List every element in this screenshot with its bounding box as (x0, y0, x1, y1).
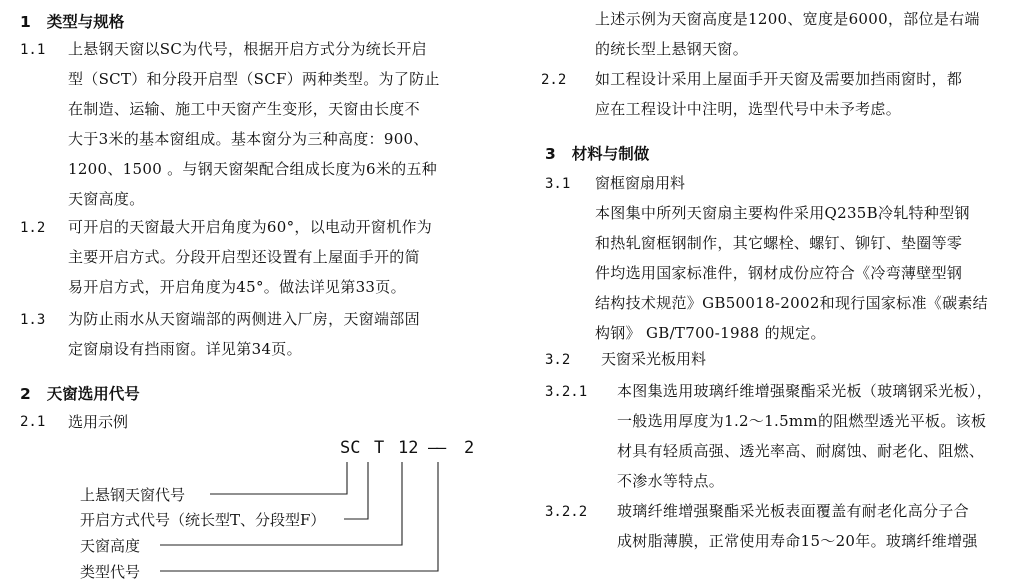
code-type-t: T (374, 438, 385, 458)
clause-3-2-2-number: 3.2.2 (545, 504, 588, 520)
text-line: 本图集选用玻璃纤维增强聚酯采光板（玻璃钢采光板）， (617, 382, 993, 400)
leader-line (160, 462, 402, 545)
clause-2-1-title: 选用示例 (68, 413, 129, 431)
label-type-code: 类型代号 (80, 563, 141, 581)
text-line: 型（SCT）和分段开启型（SCF）两种类型。为了防止 (68, 70, 440, 88)
clause-2-1-number: 2.1 (20, 414, 46, 430)
label-height: 天窗高度 (80, 537, 141, 555)
clause-1-2-number: 1.2 (20, 220, 46, 236)
clause-3-2-title: 天窗采光板用料 (601, 350, 707, 368)
text-line: 天窗高度。 (68, 190, 145, 208)
text-line: 件均选用国家标准件，钢材成份应符合《冷弯薄壁型钢 (595, 264, 963, 282)
text-line: 1200、1500 。与钢天窗架配合组成长度为6米的五种 (68, 160, 438, 178)
text-line: 定窗扇设有挡雨窗。详见第34页。 (68, 340, 302, 358)
text-line: 玻璃纤维增强聚酯采光板表面覆盖有耐老化高分子合 (617, 502, 969, 520)
code-height: 12 (398, 438, 419, 458)
clause-1-1-number: 1.1 (20, 42, 46, 58)
code-prefix-sc: SC (340, 438, 361, 458)
text-line: 成树脂薄膜，正常使用寿命15～20年。玻璃纤维增强 (617, 532, 978, 550)
text-line: 本图集中所列天窗扇主要构件采用Q235B冷轧特种型钢 (595, 204, 970, 222)
text-line: 不渗水等特点。 (617, 472, 725, 490)
text-line: 可开启的天窗最大开启角度为60°，以电动开窗机作为 (68, 218, 433, 236)
section-title: 材料与制做 (571, 145, 650, 163)
text-line: 结构技术规范》GB50018-2002和现行国家标准《碳素结 (595, 294, 988, 312)
text-line: 在制造、运输、施工中天窗产生变形，天窗由长度不 (68, 100, 420, 118)
text-line: 为防止雨水从天窗端部的两侧进入厂房，天窗端部固 (68, 310, 420, 328)
section-3-heading (545, 142, 649, 164)
clause-3-1-title: 窗框窗扇用料 (595, 174, 686, 192)
code-dash: — (428, 438, 439, 458)
text-line: 材具有轻质高强、透光率高、耐腐蚀、耐老化、阻燃、 (617, 442, 985, 460)
text-line: 构钢》 GB/T700-1988 的规定。 (595, 324, 826, 342)
leader-line (210, 462, 347, 494)
clause-3-2-1-number: 3.2.1 (545, 384, 588, 400)
section-number: 1 (20, 13, 31, 31)
text-line: 易开启方式，开启角度为45°。做法详见第33页。 (68, 278, 406, 296)
clause-3-2-number: 3.2 (545, 352, 571, 368)
section-title: 天窗选用代号 (46, 385, 140, 403)
text-line: 主要开启方式。分段开启型还设置有上屋面手开的简 (68, 248, 420, 266)
label-opening-code: 开启方式代号（统长型T、分段型F） (80, 511, 326, 529)
section-number: 3 (545, 145, 556, 163)
clause-3-1-number: 3.1 (545, 176, 571, 192)
text-line: 和热轧窗框钢制作，其它螺栓、螺钉、铆钉、垫圈等零 (595, 234, 963, 252)
leader-line (160, 462, 438, 571)
text-line: 大于3米的基本窗组成。基本窗分为三种高度：900、 (68, 130, 429, 148)
text-line: 上悬钢天窗以SC为代号，根据开启方式分为统长开启 (68, 40, 427, 58)
code-dash: — (436, 438, 447, 458)
text-line: 如工程设计采用上屋面手开天窗及需要加挡雨窗时，都 (595, 70, 963, 88)
label-window-code: 上悬钢天窗代号 (80, 486, 186, 504)
leader-line (344, 462, 368, 519)
text-line: 的统长型上悬钢天窗。 (595, 40, 749, 58)
section-number: 2 (20, 385, 31, 403)
clause-2-2-number: 2.2 (541, 72, 567, 88)
code-kind: 2 (464, 438, 475, 458)
clause-1-3-number: 1.3 (20, 312, 46, 328)
text-line: 应在工程设计中注明，选型代号中未予考虑。 (595, 100, 902, 118)
text-line: 一般选用厚度为1.2～1.5mm的阻燃型透光平板。该板 (617, 412, 987, 430)
section-title: 类型与规格 (46, 13, 125, 31)
text-line: 上述示例为天窗高度是1200、宽度是6000，部位是右端 (595, 10, 980, 28)
